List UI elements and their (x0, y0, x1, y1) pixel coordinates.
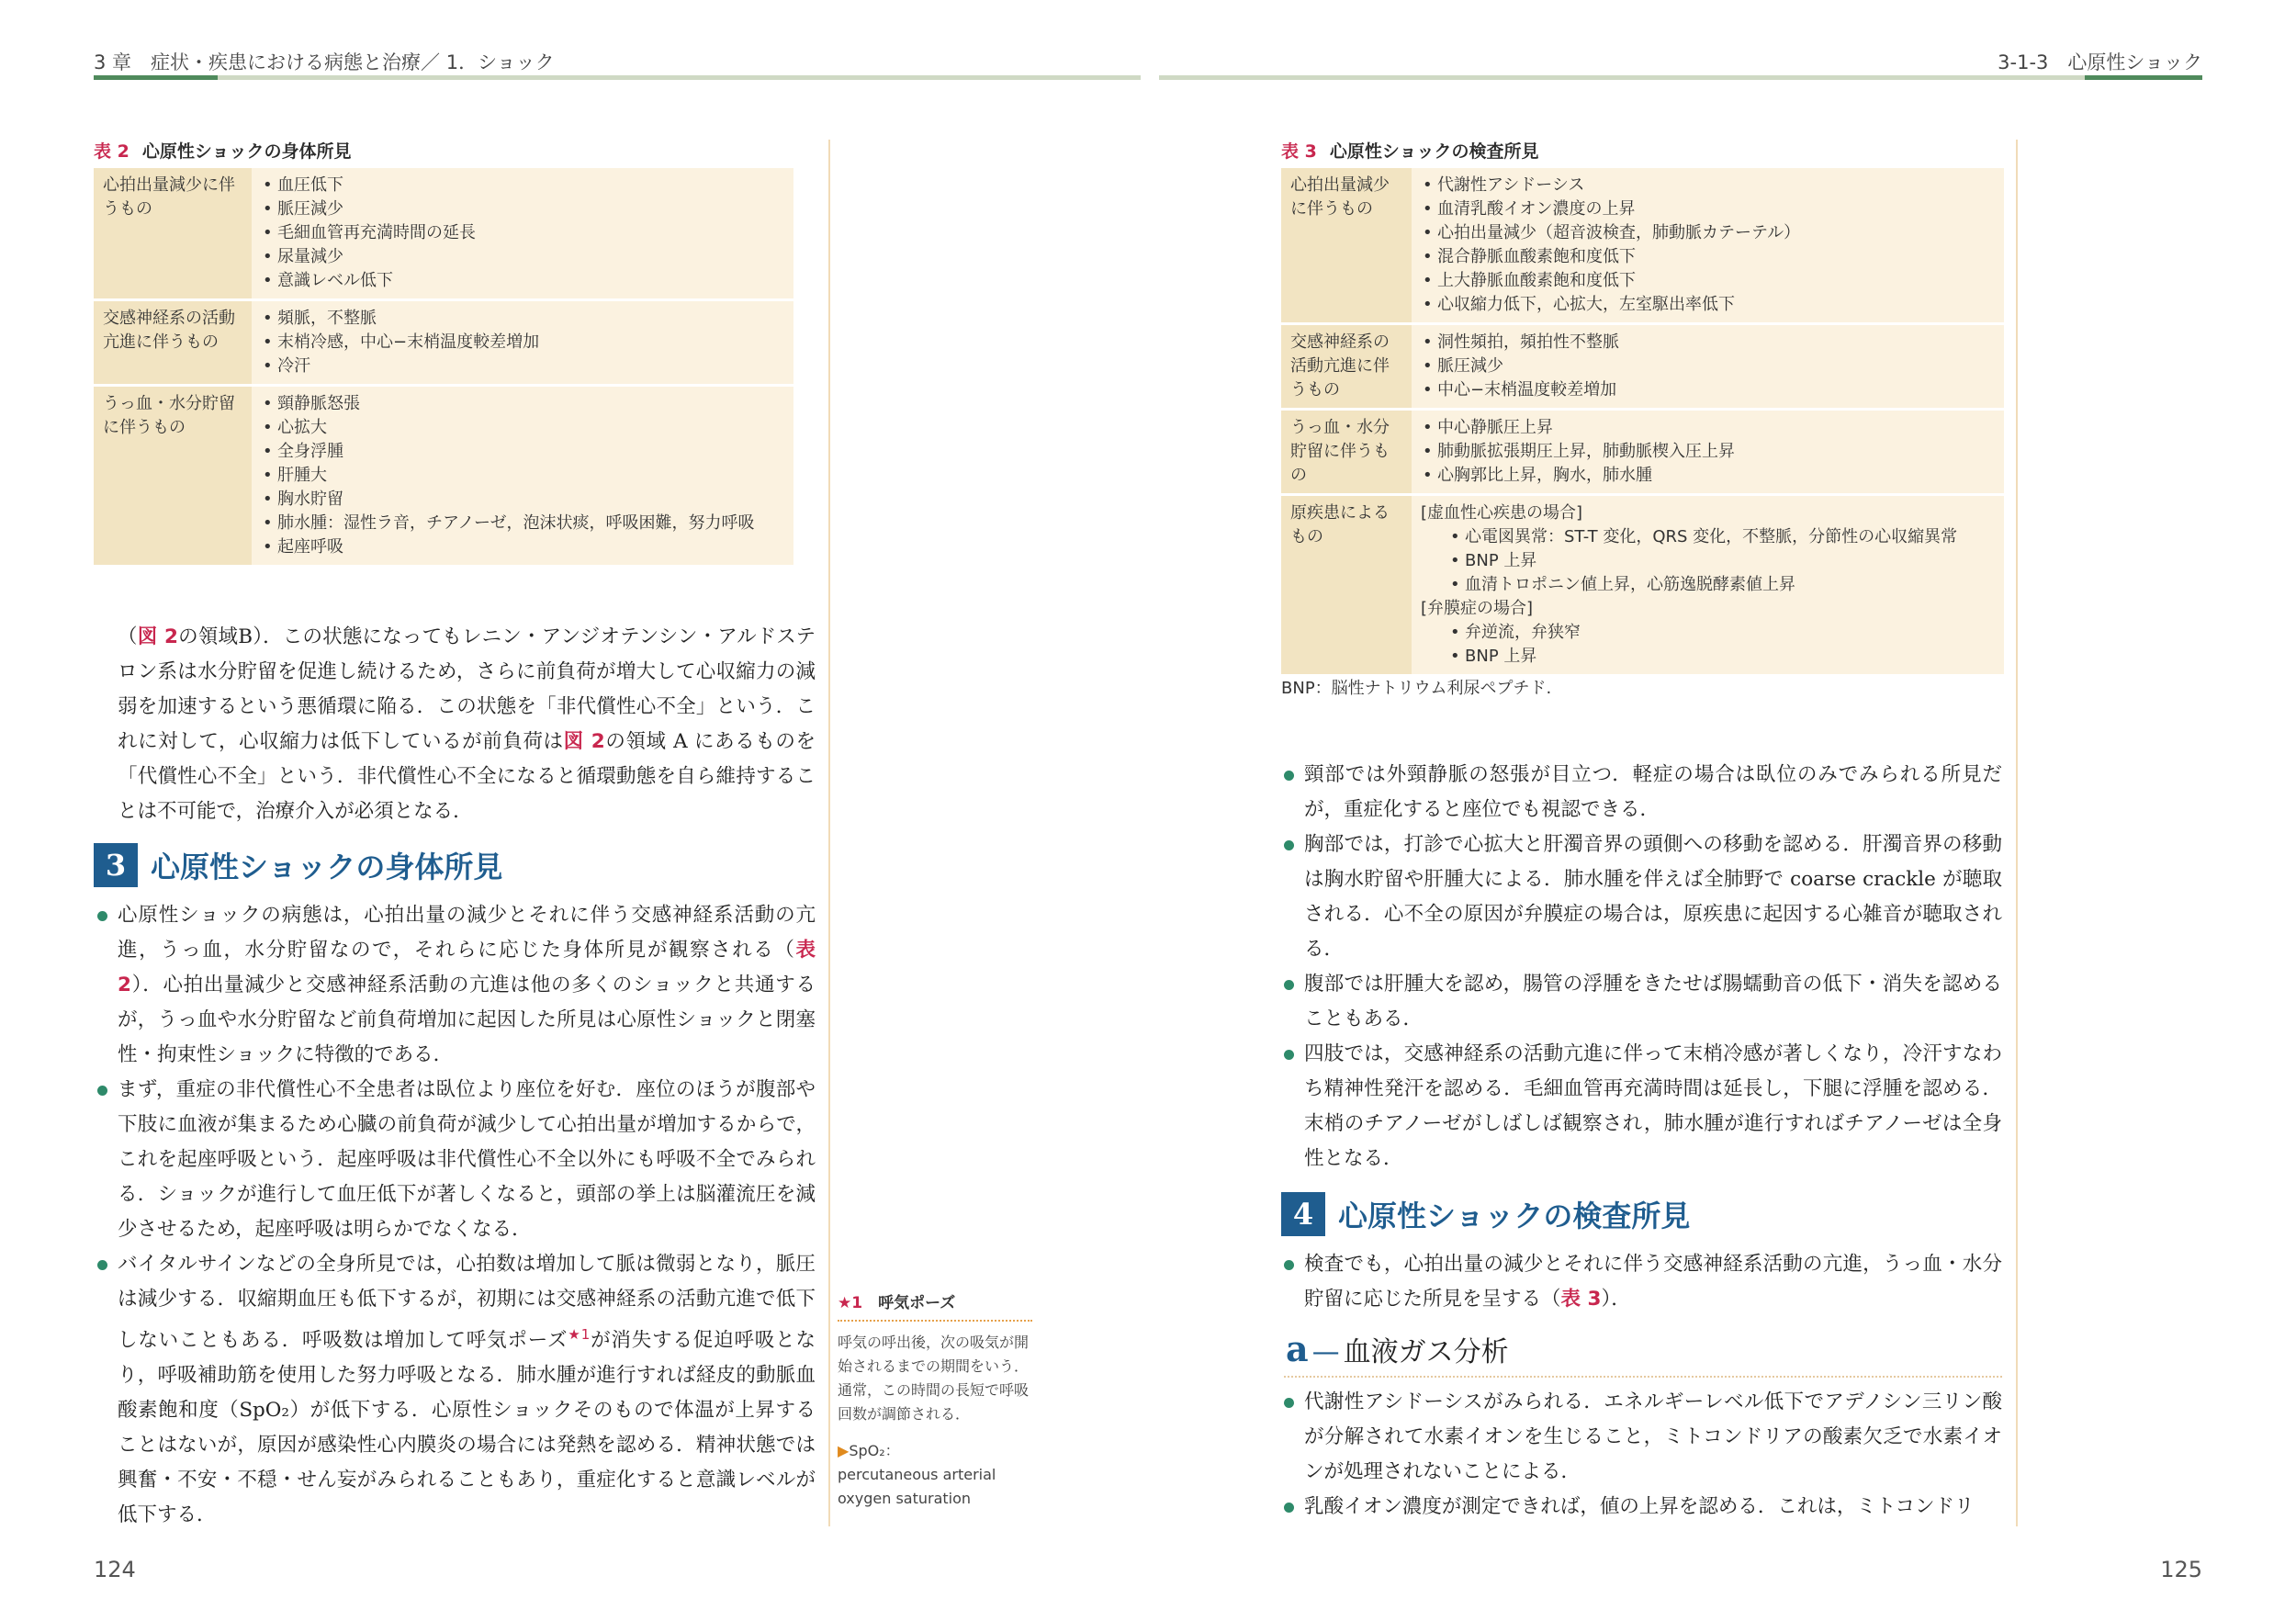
table2-row-items (252, 168, 793, 298)
table3-bracket: [虚血性心疾患の場合] (1421, 503, 1583, 523)
column-divider-right (2016, 140, 2018, 1526)
bullet-dot (1284, 1503, 1294, 1513)
table3-item: • BNP 上昇 (1448, 645, 1995, 669)
bullet-paragraph: 乳酸イオン濃度が測定できれば，値の上昇を認める．これは，ミトコンドリ (1284, 1490, 2002, 1525)
bullet-dot (1284, 1260, 1294, 1270)
running-head-right: 3-1-3 心原性ショック (1998, 51, 2202, 73)
section3-heading (94, 843, 502, 887)
table3-item: • 心拍出量減少（超音波検査，肺動脈カテーテル） (1421, 221, 1995, 245)
bullet-paragraph: 頸部では外頸静脈の怒張が目立つ．軽症の場合は臥位のみでみられる所見だが，重症化すると座位でも視認できる． (1284, 758, 2002, 827)
figure2-reference[interactable]: 図 2 (137, 625, 178, 648)
header-rule-left (94, 75, 1141, 80)
subsection-dash: — (1311, 1336, 1340, 1368)
subsection-a-heading (1286, 1328, 1509, 1369)
section3-title: 心原性ショックの身体所見 (151, 850, 503, 884)
table2-item: • 意識レベル低下 (261, 269, 784, 293)
table3-row-label: 交感神経系の活動亢進に伴うもの (1281, 325, 1412, 408)
table3-item: • 心電図異常：ST-T 変化，QRS 変化，不整脈，分節性の心収縮異常 (1448, 525, 1995, 549)
bullet-dot (1284, 1398, 1294, 1408)
table3-footnote: BNP：脳性ナトリウム利尿ペプチド. (1281, 679, 1552, 698)
table2-number: 表 2 (94, 141, 129, 162)
sidenote-star: ★1 (838, 1294, 863, 1312)
table2-item: • 肝腫大 (261, 464, 784, 488)
table2-row (94, 168, 793, 298)
table2-item: • 尿量減少 (261, 245, 784, 269)
table2-item: • 胸水貯留 (261, 488, 784, 512)
table3-row-label: 原疾患によるもの (1281, 496, 1412, 674)
sidenote-abbreviation: ▶SpO₂： percutaneous arterial oxygen saturation (838, 1442, 996, 1507)
table3-number: 表 3 (1281, 141, 1317, 162)
sidenote-rule (838, 1320, 1032, 1322)
bullet-dot (97, 911, 107, 921)
table3-item: • BNP 上昇 (1448, 549, 1995, 573)
table3-item: • 肺動脈拡張期圧上昇，肺動脈楔入圧上昇 (1421, 440, 1995, 464)
sidenote-title: ★1 呼気ポーズ (838, 1294, 956, 1312)
table3-row (1281, 496, 2004, 674)
table2-item: • 全身浮腫 (261, 440, 784, 464)
subsection-title: 血液ガス分析 (1343, 1336, 1509, 1368)
running-head-left: 3 章 症状・疾患における病態と治療／ 1．ショック (94, 51, 555, 73)
table3-row-items (1412, 411, 2004, 493)
table2-row-label: 交感神経系の活動亢進に伴うもの (94, 301, 252, 384)
table3-item: • 上大静脈血酸素飽和度低下 (1421, 269, 1995, 293)
page-number-left: 124 (94, 1557, 136, 1582)
table2-item: • 冷汗 (261, 355, 784, 378)
bullet-dot (1284, 980, 1294, 990)
table2 (94, 165, 793, 568)
table2-item: • 血圧低下 (261, 174, 784, 197)
table2-caption (94, 138, 351, 163)
table3-item: • 血清トロポニン値上昇，心筋逸脱酵素値上昇 (1448, 573, 1995, 597)
table3-row (1281, 168, 2004, 322)
table3-item: • 血清乳酸イオン濃度の上昇 (1421, 197, 1995, 221)
table2-item: • 末梢冷感，中心−末梢温度較差増加 (261, 331, 784, 355)
header-accent-right (2085, 75, 2202, 80)
table3-item: • 心胸郭比上昇，胸水，肺水腫 (1421, 464, 1995, 488)
footnote-star-marker[interactable]: ★1 (568, 1326, 591, 1343)
table3-caption (1281, 138, 1538, 163)
bullet-paragraph: まず，重症の非代償性心不全患者は臥位より座位を好む．座位のほうが腹部や下肢に血液が集まるため心臓の前負荷が減少して心拍出量が増加するからで，これを起座呼吸という．起座呼吸は非代償性心不全以外にも呼吸不全でみられる．ショックが進行して血圧低下が著しくなると，頭部の挙上は脳灌流圧を減少させるため，起座呼吸は明らかでなくなる． (97, 1073, 816, 1247)
table3 (1281, 165, 2004, 677)
section4-number: 4 (1281, 1192, 1325, 1236)
table2-item: • 毛細血管再充満時間の延長 (261, 221, 784, 245)
table2-item: • 頸静脈怒張 (261, 392, 784, 416)
table2-title: 心原性ショックの身体所見 (141, 141, 352, 162)
table3-item: • 心収縮力低下，心拡大，左室駆出率低下 (1421, 293, 1995, 317)
table2-row-label: うっ血・水分貯留に伴うもの (94, 387, 252, 565)
bullet-dot (97, 1086, 107, 1096)
table2-row (94, 301, 793, 384)
table3-row-items (1412, 168, 2004, 322)
bullet-paragraph: 四肢では，交感神経系の活動亢進に伴って末梢冷感が著しくなり，冷汗すなわち精神性発汗を認める．毛細血管再充満時間は延長し，下腿に浮腫を認める．末梢のチアノーゼがしばしば観察され，肺水腫が進行すればチアノーゼは全身性となる． (1284, 1037, 2002, 1176)
header-rule-right (1159, 75, 2202, 80)
triangle-icon: ▶ (838, 1442, 850, 1459)
subsection-letter: a (1286, 1328, 1309, 1369)
table2-row (94, 387, 793, 565)
section4-body (1284, 1247, 2002, 1317)
bullet-paragraph: 代謝性アシドーシスがみられる．エネルギーレベル低下でアデノシン三リン酸が分解されて水素イオンを生じること，ミトコンドリアの酸素欠乏で水素イオンが処理されないことによる． (1284, 1385, 2002, 1490)
page-number-right: 125 (2160, 1557, 2202, 1582)
bullet-paragraph: 腹部では肝腫大を認め，腸管の浮腫をきたせば腸蠕動音の低下・消失を認めることもある． (1284, 967, 2002, 1037)
table3-item: • 脈圧減少 (1421, 355, 1995, 378)
bullet-paragraph: バイタルサインなどの全身所見では，心拍数は増加して脈は微弱となり，脈圧は減少する．収縮期血圧も低下するが，初期には交感神経系の活動亢進で低下しないこともある．呼吸数は増加して呼気ポーズ$^{★1}$が消失する促迫呼吸となり，呼吸補助筋を使用した努力呼吸となる．肺水腫が進行すれば経皮的動脈血酸素飽和度（SpO₂）が低下する．心原性ショックそのもので体温が上昇することはないが，原因が感染性心内膜炎の場合には発熱を認める．精神状態では興奮・不安・不穏・せん妄がみられることもあり，重症化すると意識レベルが低下する． (97, 1247, 816, 1533)
table3-item: • 弁逆流，弁狭窄 (1448, 621, 1995, 645)
sidenote (838, 1289, 1032, 1511)
table3-row-label: 心拍出量減少に伴うもの (1281, 168, 1412, 322)
bullet-dot (1284, 840, 1294, 850)
table3-row-label: うっ血・水分貯留に伴うもの (1281, 411, 1412, 493)
right-column-text (1284, 758, 2002, 1176)
section4-heading (1281, 1192, 1690, 1236)
table2-reference[interactable]: 表 2 (118, 939, 816, 996)
subsection-rule (1284, 1376, 2002, 1378)
table2-row-label: 心拍出量減少に伴うもの (94, 168, 252, 298)
bullet-paragraph: 検査でも，心拍出量の減少とそれに伴う交感神経系活動の亢進，うっ血・水分貯留に応じた所見を呈する（表 3）． (1284, 1247, 2002, 1317)
table2-item: • 脈圧減少 (261, 197, 784, 221)
bullet-dot (1284, 771, 1294, 781)
table2-item: • 心拡大 (261, 416, 784, 440)
sidenote-body: 呼気の呼出後，次の吸気が開始されるまでの期間をいう．通常，この時間の長短で呼吸回数が調節される． (838, 1334, 1030, 1423)
header-accent-left (94, 75, 218, 80)
table3-row (1281, 411, 2004, 493)
table2-item: • 肺水腫：湿性ラ音，チアノーゼ，泡沫状痰，呼吸困難，努力呼吸 (261, 512, 784, 535)
section3-number: 3 (94, 843, 138, 887)
bullet-dot (97, 1260, 107, 1270)
table3-row (1281, 325, 2004, 408)
figure2-reference[interactable]: 図 2 (563, 730, 605, 753)
section4-title: 心原性ショックの検査所見 (1338, 1199, 1691, 1233)
table3-item: • 中心−末梢温度較差増加 (1421, 378, 1995, 402)
table3-item: • 混合静脈血酸素飽和度低下 (1421, 245, 1995, 269)
table2-item: • 起座呼吸 (261, 535, 784, 559)
section3-body (97, 898, 816, 1533)
bullet-paragraph: 胸部では，打診で心拡大と肝濁音界の頭側への移動を認める．肝濁音界の移動は胸水貯留や肝腫大による．肺水腫を伴えば全肺野で coarse crackle が聴取される．心不全の原因が弁膜症の場合は，原疾患に起因する心雑音が聴取される． (1284, 827, 2002, 967)
table3-reference[interactable]: 表 3 (1560, 1288, 1602, 1311)
bullet-dot (1284, 1050, 1294, 1060)
table3-item: • 代謝性アシドーシス (1421, 174, 1995, 197)
table3-bracket: [弁膜症の場合] (1421, 599, 1534, 618)
table2-item: • 頻脈，不整脈 (261, 307, 784, 331)
column-divider-left (828, 140, 830, 1526)
table3-row-items (1412, 496, 2004, 674)
intro-paragraph: （図 2の領域B）．この状態になってもレニン・アンジオテンシン・アルドステロン系は水分貯留を促進し続けるため，さらに前負荷が増大して心収縮力の減弱を加速するという悪循環に陥る．この状態を「非代償性心不全」という．これに対して，心収縮力は低下しているが前負荷は図 2の領域 A にあるものを「代償性心不全」という．非代償性心不全になると循環動態を自ら維持することは不可能で，治療介入が必須となる． (118, 625, 816, 823)
table2-row-items (252, 301, 793, 384)
table3-row-items (1412, 325, 2004, 408)
left-column-text (118, 620, 816, 829)
table3-item: • 中心静脈圧上昇 (1421, 416, 1995, 440)
bullet-paragraph: 心原性ショックの病態は，心拍出量の減少とそれに伴う交感神経系活動の亢進，うっ血，水分貯留なので，それらに応じた身体所見が観察される（表 2）．心拍出量減少と交感神経系活動の亢進は他の多くのショックと共通するが，うっ血や水分貯留など前負荷増加に起因した所見は心原性ショックと閉塞性・拘束性ショックに特徴的である． (97, 898, 816, 1073)
table3-item: • 洞性頻拍，頻拍性不整脈 (1421, 331, 1995, 355)
table2-row-items (252, 387, 793, 565)
table3-title: 心原性ショックの検査所見 (1329, 141, 1539, 162)
subsection-a-body (1284, 1385, 2002, 1525)
